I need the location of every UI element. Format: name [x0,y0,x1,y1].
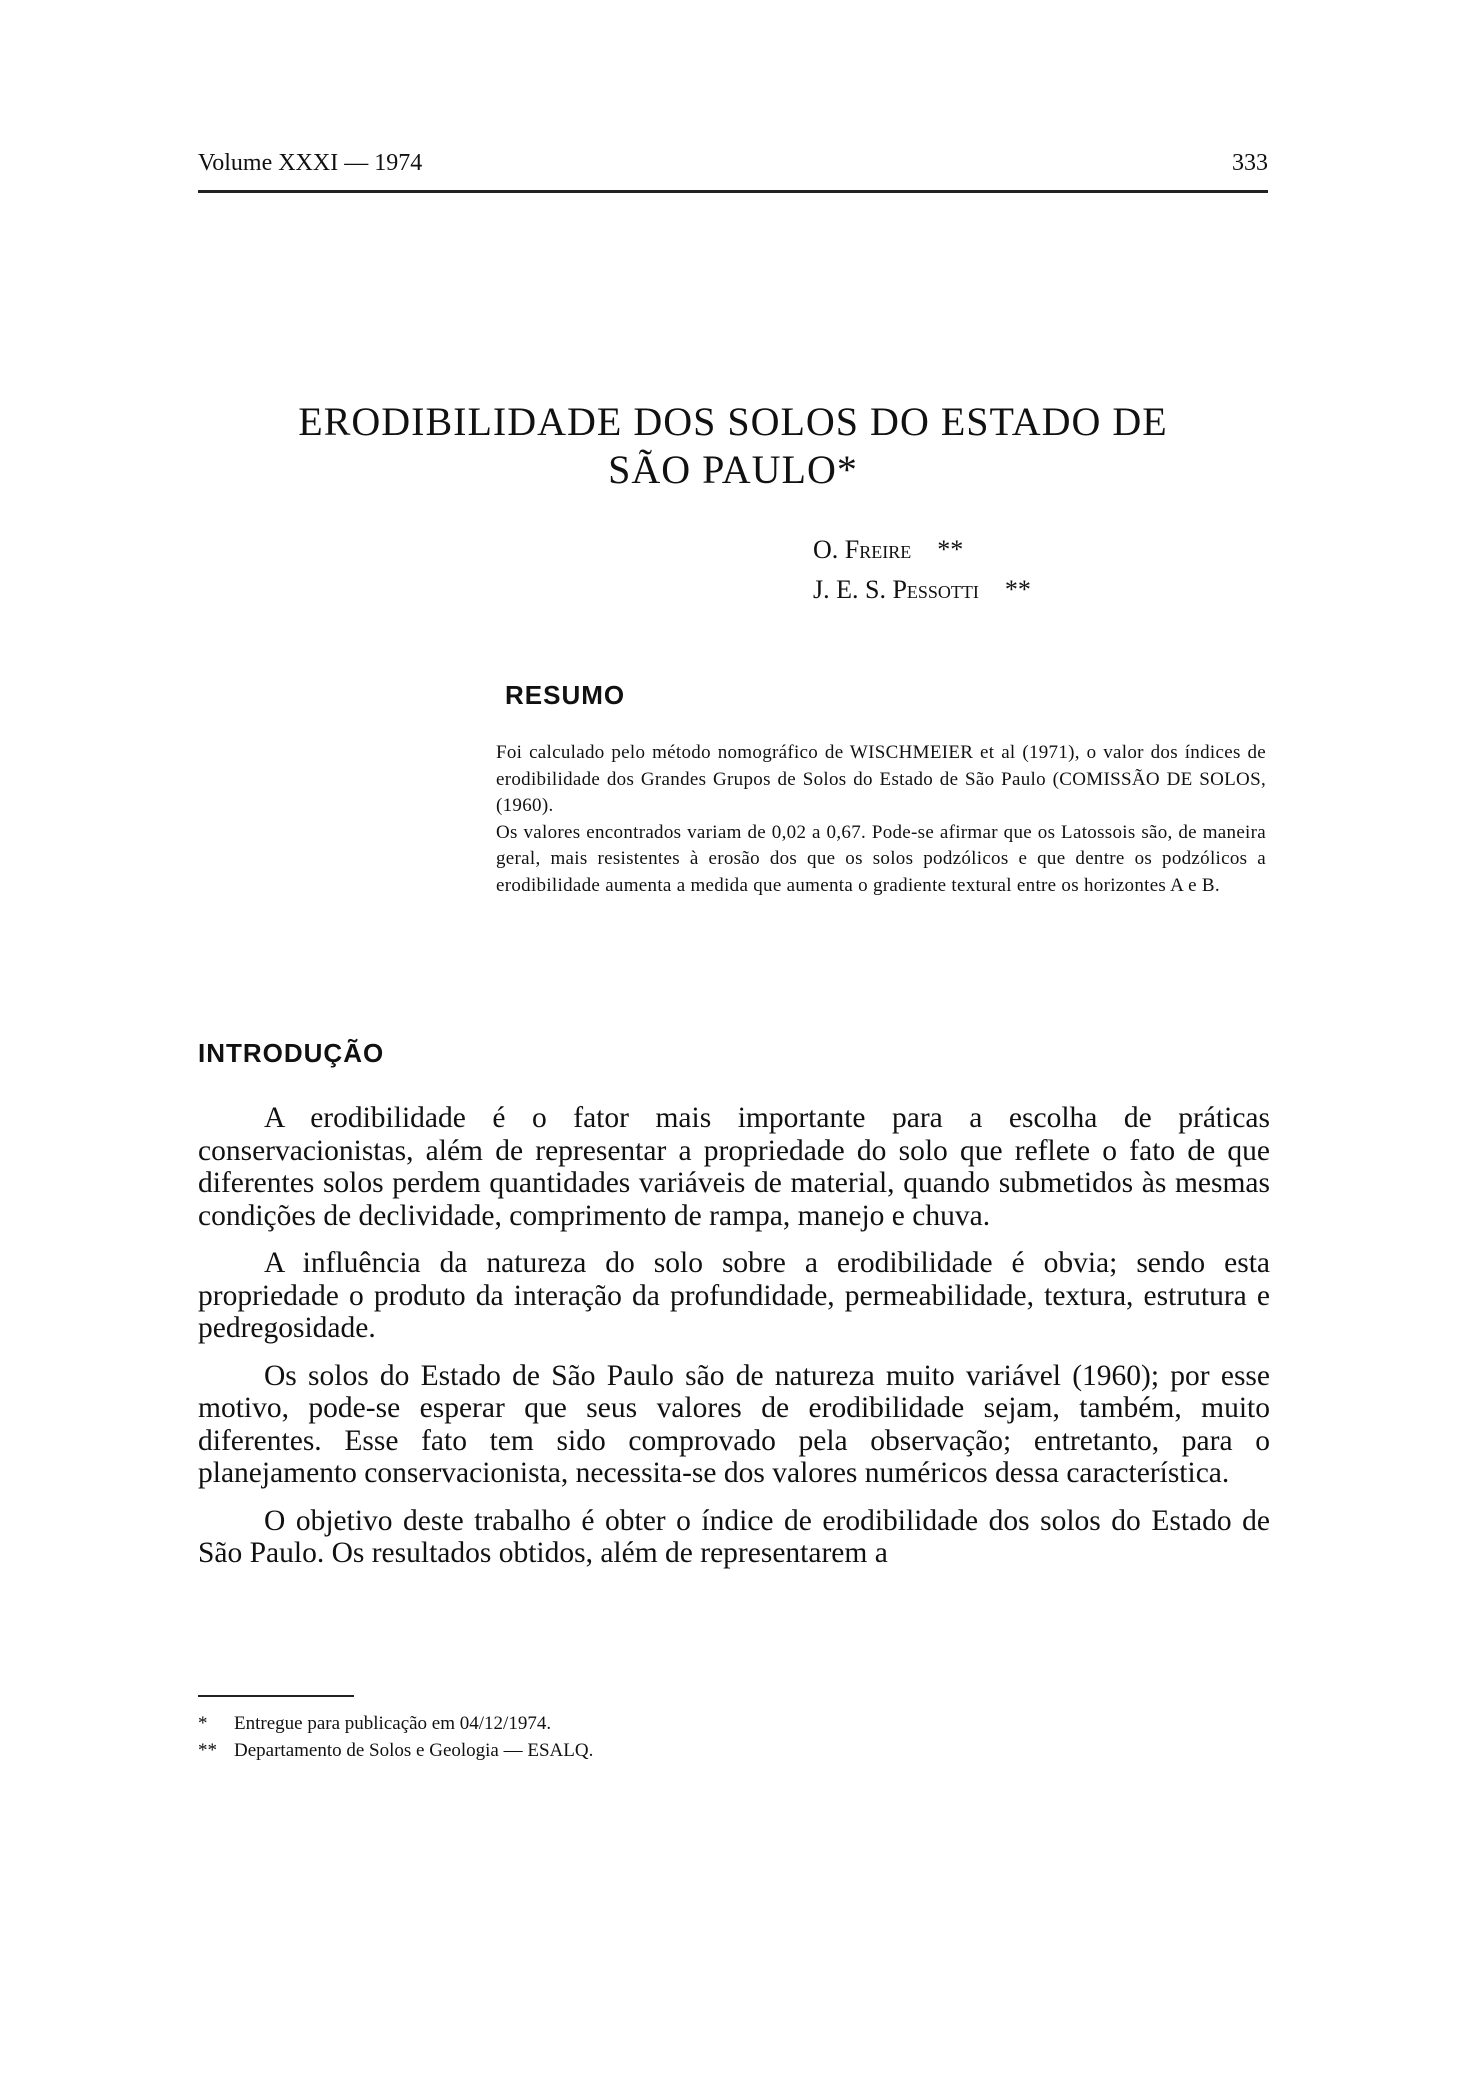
footnotes [198,1710,898,1764]
resumo-paragraph: Foi calculado pelo método nomográfico de WISCHMEIER et al (1971), o valor dos índices de erodibilidade dos Grandes Grupos de Solos do Estado de São Paulo (COMISSÃO DE SOLOS, (1960). [496,742,1266,816]
footnote-1 [198,1710,898,1737]
author-list [813,530,1031,610]
author-1 [813,530,1031,570]
body-paragraph: A influência da natureza do solo sobre a erodibilidade é obvia; sendo esta propriedade o produto da interação da profundidade, permeabilidade, textura, estrutura e pedregosidade. [198,1247,1270,1344]
footnote-text: Entregue para publicação em 04/12/1974. [234,1713,552,1734]
footnote-2 [198,1737,898,1764]
running-header [198,150,1268,193]
author-2 [813,570,1031,610]
footnote-mark: * [198,1713,208,1734]
author-affiliation-mark: ** [1004,575,1031,604]
page-number: 333 [1232,150,1268,176]
resumo-abstract [496,740,1266,899]
body-paragraph: A erodibilidade é o fator mais importante para a escolha de práticas conservacionistas, além de representar a propriedade do solo que reflete o fato de que diferentes solos perdem quantidades variáveis de material, quando submetidos às mesmas condições de declividade, comprimento de rampa, manejo e chuva. [198,1102,1270,1232]
resumo-heading: RESUMO [505,680,626,710]
introducao-heading: INTRODUÇÃO [198,1038,385,1068]
article-title [198,398,1268,494]
introducao-body [198,1102,1270,1585]
author-name: J. E. S. Pessotti [813,575,979,604]
title-line-2: SÃO PAULO* [608,447,858,492]
body-paragraph: O objetivo deste trabalho é obter o índice de erodibilidade dos solos do Estado de São Paulo. Os resultados obtidos, além de representarem a [198,1504,1270,1569]
title-line-1: ERODIBILIDADE DOS SOLOS DO ESTADO DE [298,399,1168,444]
author-affiliation-mark: ** [937,535,964,564]
volume-label: Volume XXXI — 1974 [198,150,423,176]
footnote-divider [198,1695,354,1697]
resumo-paragraph: Os valores encontrados variam de 0,02 a 0,67. Pode-se afirmar que os Latossois são, de maneira geral, mais resistentes à erosão dos que os solos podzólicos e que dentre os podzólicos a erodibilidade aumenta a medida que aumenta o gradiente textural entre os horizontes A e B. [496,821,1266,896]
footnote-mark: ** [198,1740,217,1761]
body-paragraph: Os solos do Estado de São Paulo são de natureza muito variável (1960); por esse motivo, pode-se esperar que seus valores de erodibilidade sejam, também, muito diferentes. Esse fato tem sido comprovado pela observação; entretanto, para o planejamento conservacionista, necessita-se dos valores numéricos dessa característica. [198,1359,1270,1489]
author-name: O. Freire [813,535,912,564]
footnote-text: Departamento de Solos e Geologia — ESALQ. [234,1740,594,1761]
